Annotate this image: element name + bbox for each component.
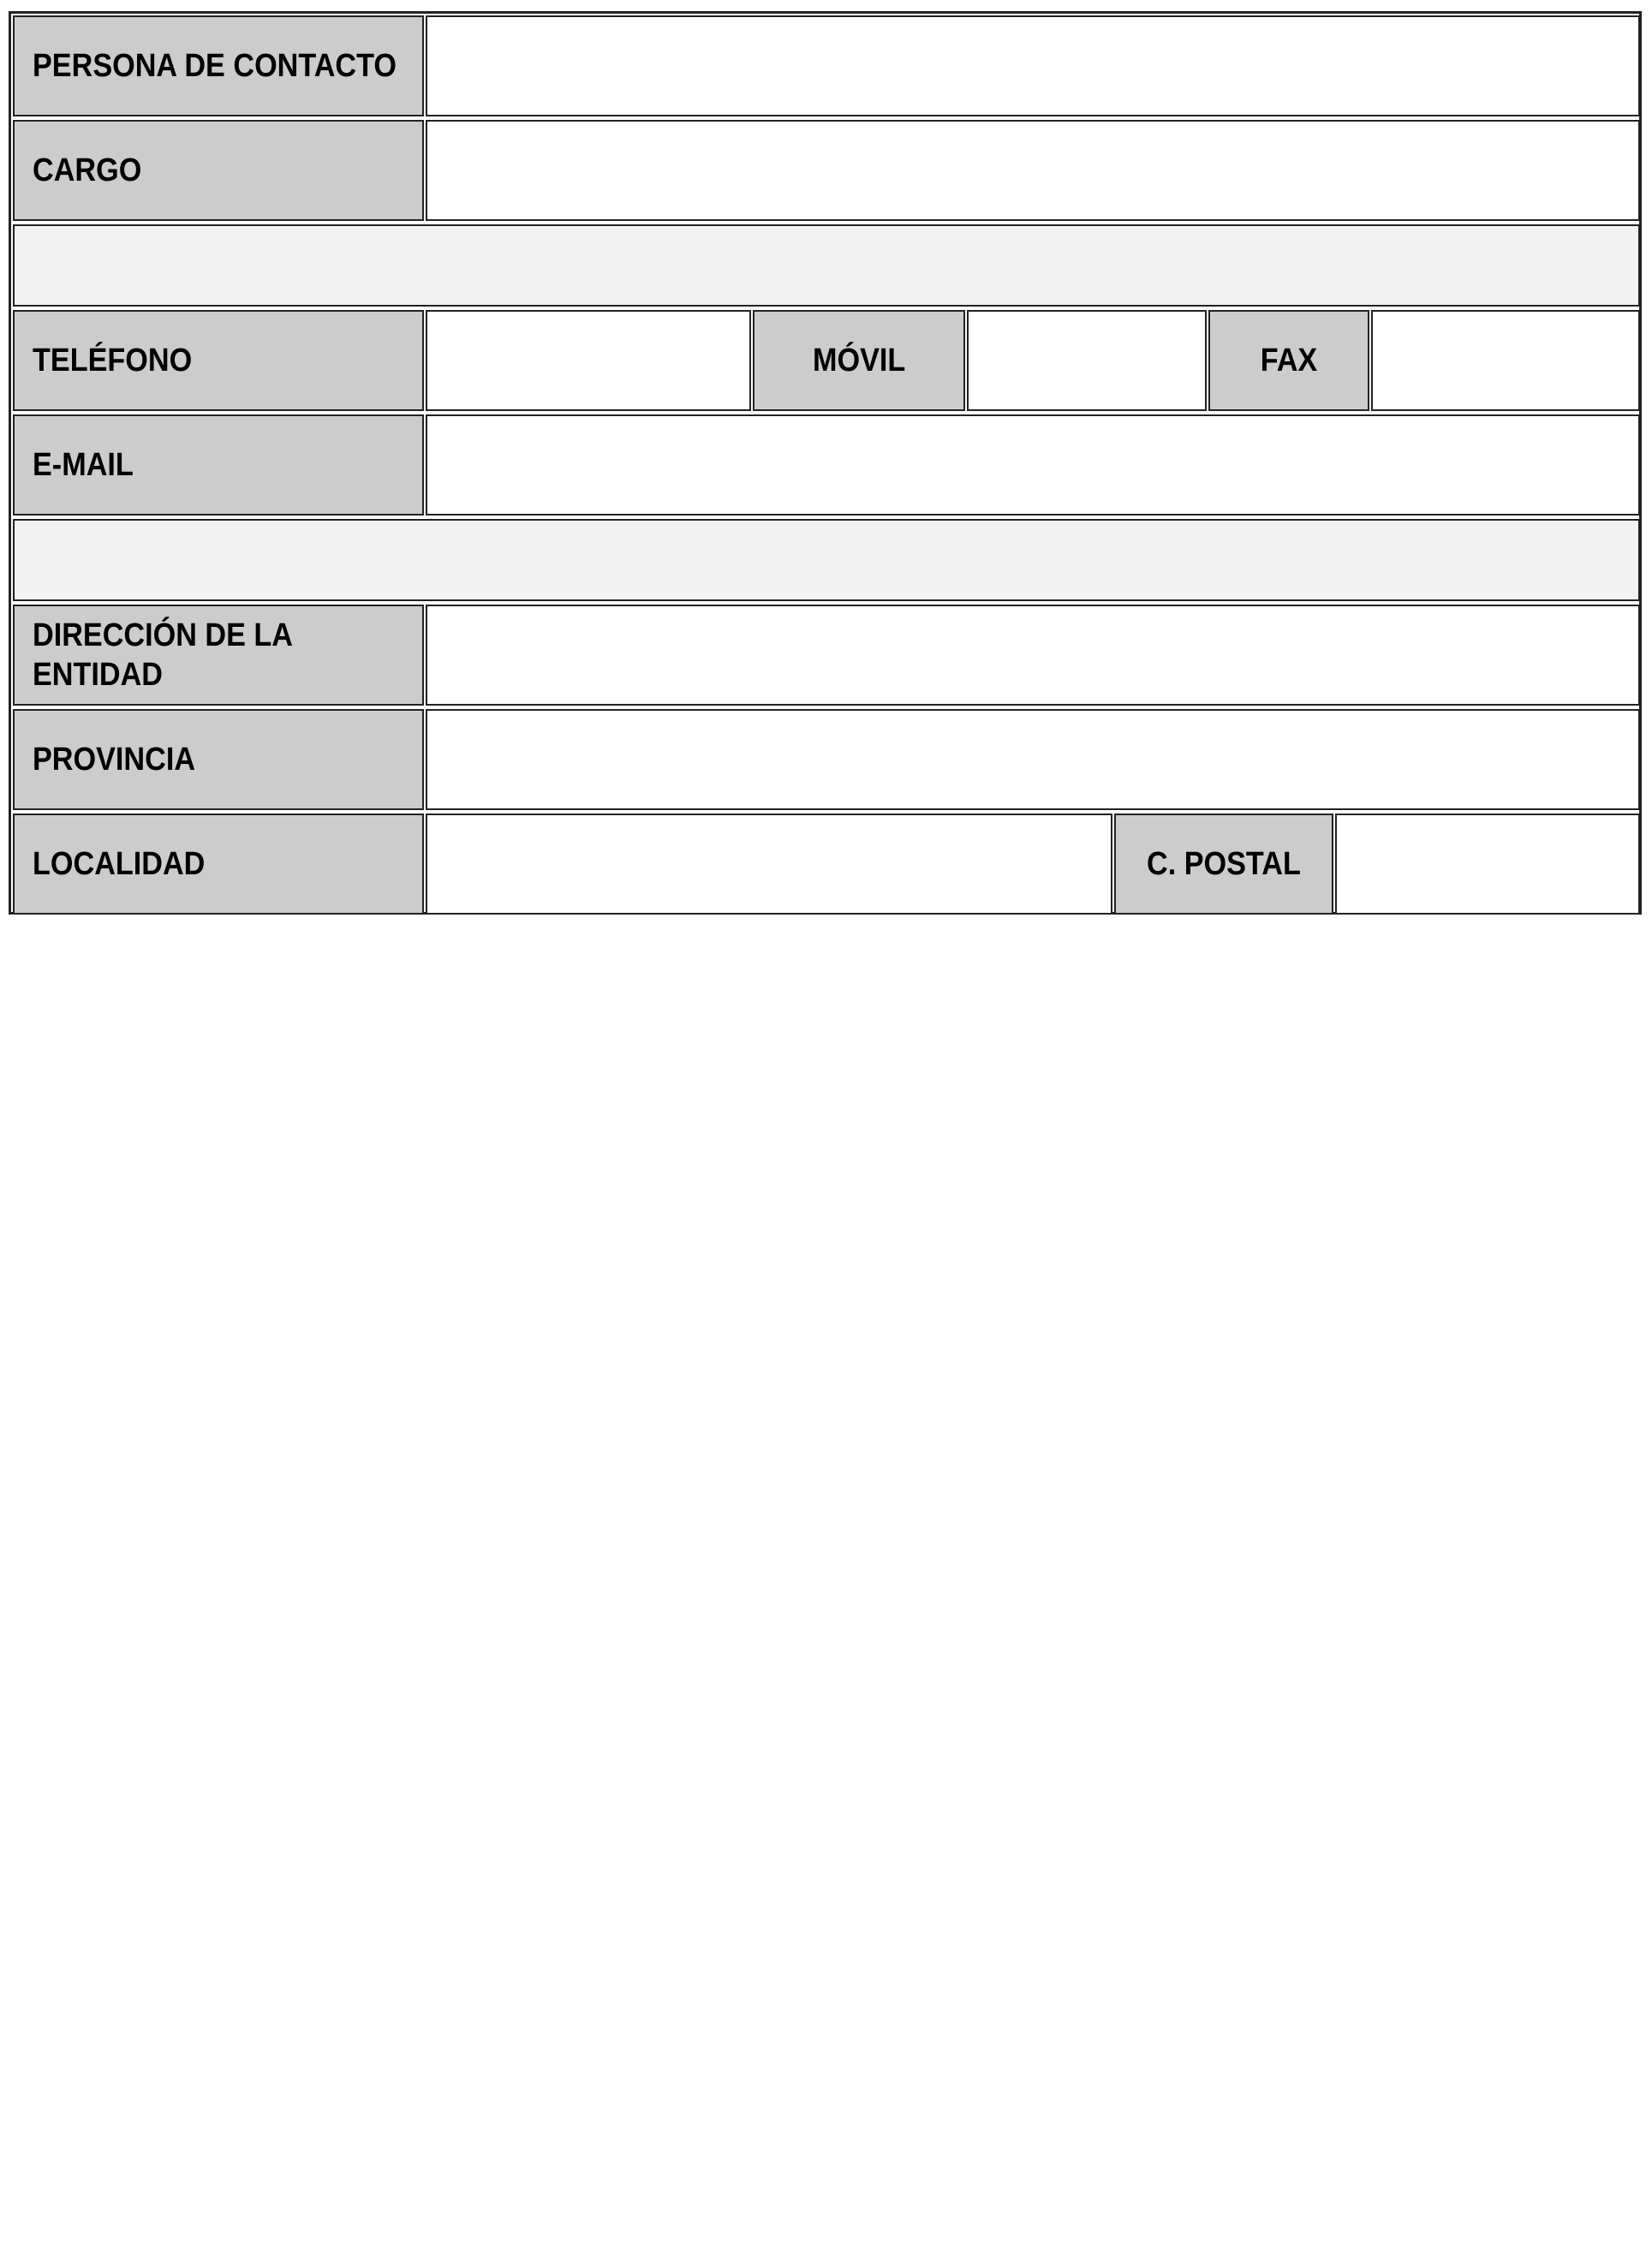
province-field[interactable] bbox=[426, 709, 1640, 810]
address-field[interactable] bbox=[426, 605, 1640, 706]
phone-label-text: TELÉFONO bbox=[33, 343, 193, 378]
position-label-text: CARGO bbox=[33, 152, 142, 188]
email-field[interactable] bbox=[426, 414, 1640, 516]
address-label-text: DIRECCIÓN DE LA ENTIDAD bbox=[33, 617, 292, 693]
mobile-label bbox=[753, 310, 965, 411]
postal-code-label-text: C. POSTAL bbox=[1147, 846, 1301, 882]
contact-person-label-text: PERSONA DE CONTACTO bbox=[33, 48, 397, 84]
email-label bbox=[13, 414, 424, 516]
province-label-text: PROVINCIA bbox=[33, 742, 196, 778]
section-spacer bbox=[13, 519, 1640, 601]
fax-field[interactable] bbox=[1371, 310, 1640, 411]
contact-form bbox=[9, 11, 1642, 915]
locality-label-text: LOCALIDAD bbox=[33, 846, 206, 882]
locality-field[interactable] bbox=[426, 814, 1112, 915]
contact-person-label bbox=[13, 15, 424, 116]
fax-label-text: FAX bbox=[1260, 343, 1318, 378]
email-label-text: E-MAIL bbox=[33, 447, 134, 483]
section-spacer bbox=[13, 224, 1640, 307]
fax-label bbox=[1208, 310, 1369, 411]
mobile-field[interactable] bbox=[967, 310, 1207, 411]
postal-code-field[interactable] bbox=[1335, 814, 1640, 915]
position-field[interactable] bbox=[426, 120, 1640, 221]
phone-field[interactable] bbox=[426, 310, 751, 411]
postal-code-label bbox=[1114, 814, 1333, 915]
province-label bbox=[13, 709, 424, 810]
position-label bbox=[13, 120, 424, 221]
contact-person-field[interactable] bbox=[426, 15, 1640, 116]
locality-label bbox=[13, 814, 424, 915]
mobile-label-text: MÓVIL bbox=[812, 343, 906, 378]
phone-label bbox=[13, 310, 424, 411]
address-label bbox=[13, 605, 424, 706]
